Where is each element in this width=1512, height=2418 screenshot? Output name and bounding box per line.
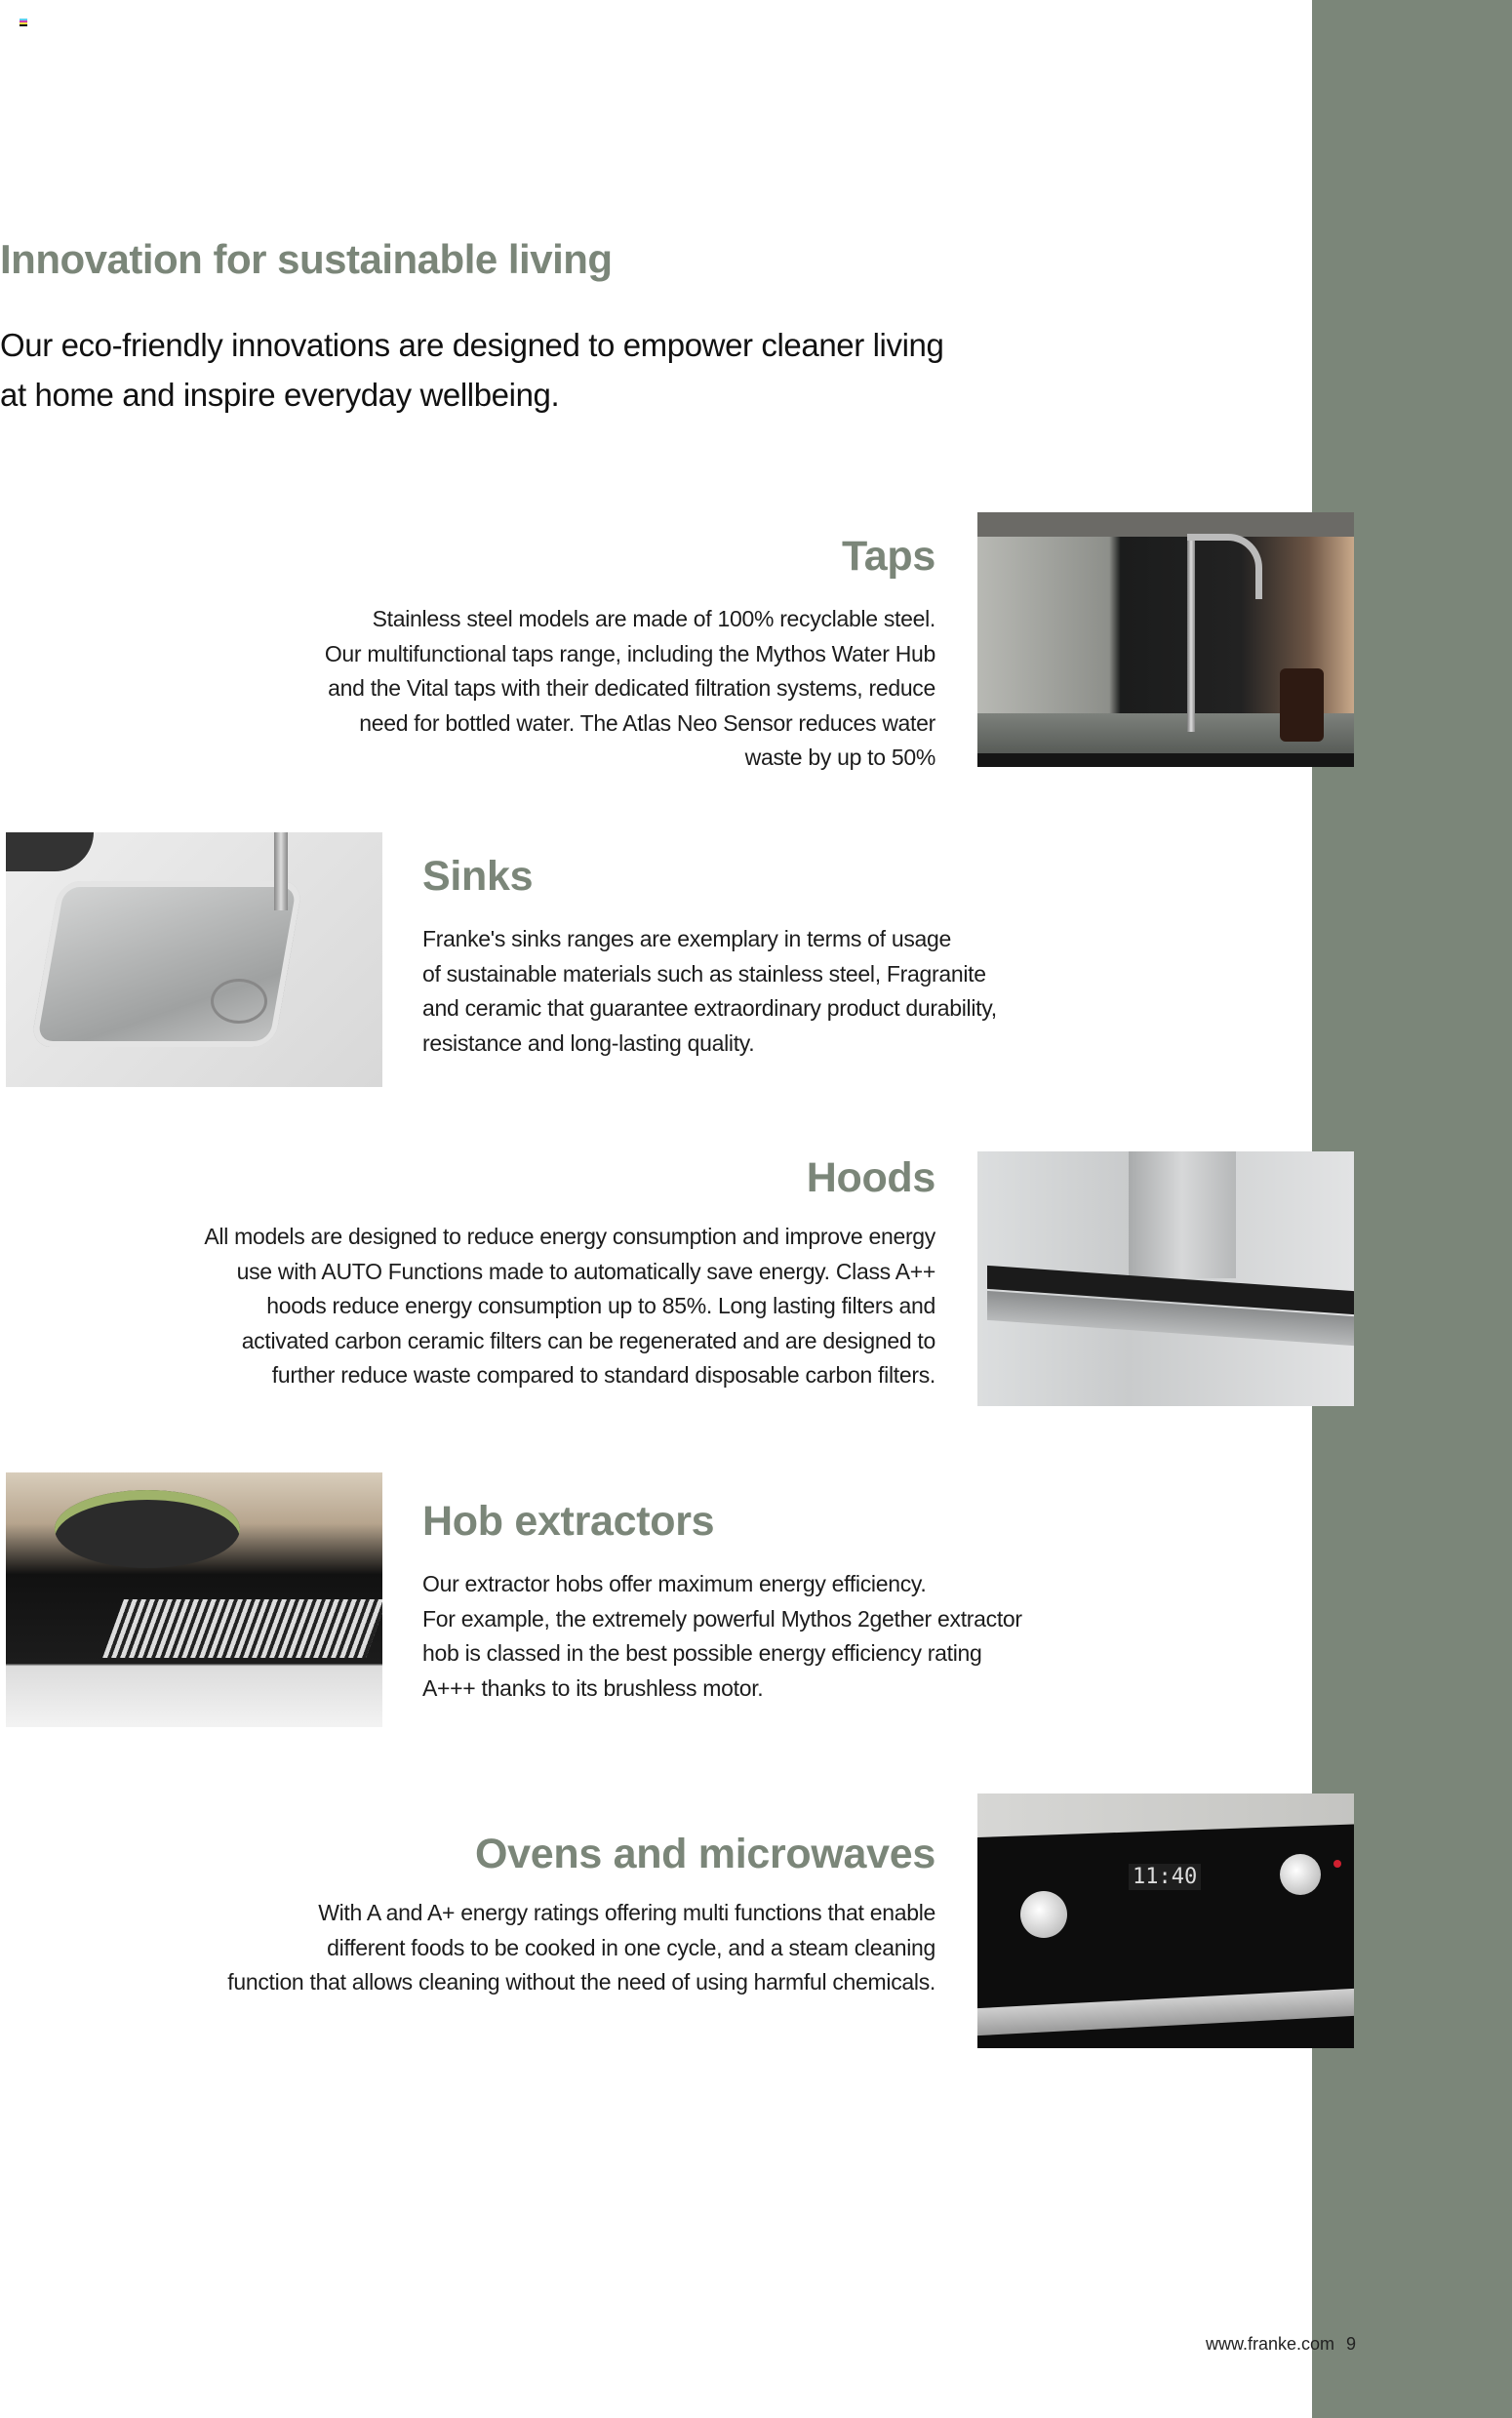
section-text: Our extractor hobs offer maximum energy efficiency. For example, the extremely powerful Mythos 2gether extractor hob is classed in the best possible energy efficiency rating A+++ thanks to its brushless motor. bbox=[422, 1571, 1022, 1701]
oven-knob-right bbox=[1280, 1854, 1321, 1895]
section-taps bbox=[325, 533, 935, 776]
oven-clock-display: 11:40 bbox=[1129, 1864, 1201, 1890]
section-sinks bbox=[422, 853, 997, 1061]
section-text: All models are designed to reduce energy consumption and improve energy use with AUTO Functions made to automatically save energy. Class A++ hoods reduce energy consumption up to 85%. Long lasting filters and activated carbon ceramic filters can be regenerated and are designed to further reduce waste compared to standard disposable carbon filters. bbox=[204, 1224, 935, 1388]
section-heading: Hoods bbox=[806, 1154, 935, 1201]
section-heading: Taps bbox=[842, 533, 935, 580]
ovens-image bbox=[977, 1793, 1354, 2048]
sinks-image bbox=[6, 832, 382, 1087]
intro-line: at home and inspire everyday wellbeing. bbox=[0, 377, 560, 413]
oven-knob-left bbox=[1020, 1891, 1067, 1938]
section-heading: Ovens and microwaves bbox=[475, 1831, 935, 1877]
taps-image bbox=[977, 512, 1354, 767]
section-text: Franke's sinks ranges are exemplary in terms of usage of sustainable materials such as stainless steel, Fragranite and ceramic that guarantee extraordinary product durability, resistance and long-lasting quality. bbox=[422, 926, 997, 1056]
hoods-image bbox=[977, 1151, 1354, 1406]
section-hoods bbox=[204, 1154, 935, 1393]
section-text: With A and A+ energy ratings offering multi functions that enable different foods to be cooked in one cycle, and a steam cleaning function that allows cleaning without the need of using harmful chemicals. bbox=[227, 1900, 935, 1995]
page-number: 9 bbox=[1346, 2334, 1357, 2354]
page-footer bbox=[1206, 2334, 1356, 2355]
section-heading: Hob extractors bbox=[422, 1498, 715, 1545]
intro-text bbox=[0, 320, 1073, 420]
page-title: Innovation for sustainable living bbox=[0, 236, 613, 282]
section-text: Stainless steel models are made of 100% recyclable steel. Our multifunctional taps range, including the Mythos Water Hub and the Vital taps with their dedicated filtration systems, reduce need for bottled water. The Atlas Neo Sensor reduces water waste by up to 50% bbox=[324, 606, 935, 770]
intro-line: Our eco-friendly innovations are designed to empower cleaner living bbox=[0, 327, 944, 363]
section-hob-extractors bbox=[422, 1498, 1022, 1706]
footer-url[interactable]: www.franke.com bbox=[1206, 2334, 1335, 2354]
section-heading: Sinks bbox=[422, 853, 534, 900]
hob-extractors-image bbox=[6, 1472, 382, 1727]
section-ovens bbox=[227, 1831, 935, 2000]
color-registration-mark bbox=[20, 19, 27, 27]
